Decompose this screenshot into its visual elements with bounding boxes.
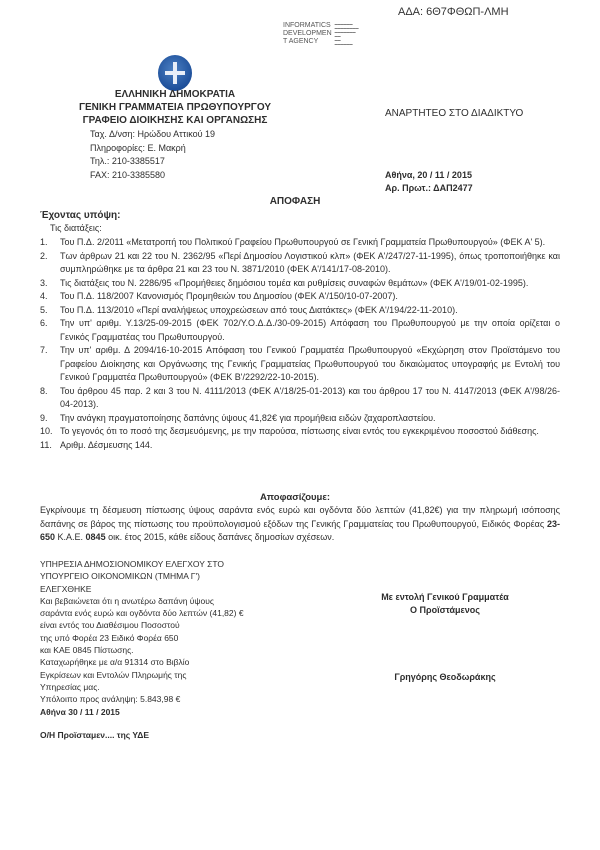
provision-item — [40, 412, 560, 426]
provision-item — [40, 277, 560, 291]
considering-heading: Έχοντας υπόψη: — [40, 210, 121, 221]
item-text: Του Π.Δ. 113/2010 «Περί αναλήψεως υποχρεώσεων από τους Διατάκτες» (ΦΕΚ Α'/194/22-11-2010). — [60, 304, 458, 315]
item-number: 9. — [40, 412, 48, 423]
stamp-line: DEVELOPMEN — [283, 30, 332, 37]
item-number: 7. — [40, 345, 48, 355]
item-text: Του Π.Δ. 118/2007 Κανονισμός Προμηθειών του Δημοσίου (ΦΕΚ Α'/150/10-07-2007). — [60, 291, 398, 301]
audit-line: Υπηρεσίας μας. — [40, 681, 100, 692]
provision-item — [40, 344, 560, 385]
audit-block — [40, 558, 244, 741]
item-text: Την υπ' αριθμ. Υ.13/25-09-2015 (ΦΕΚ 702/Υ.Ο.Δ.Δ./30-09-2015) Απόφαση του Πρωθυπουργού με την οποία ορίζεται ο Γενικός Γραμματέας του Πρωθυπουργού. — [60, 318, 560, 342]
item-number: 1. — [40, 237, 48, 247]
audit-line: και ΚΑΕ 0845 Πίστωσης. — [40, 645, 134, 656]
phone-line: Τηλ.: 210-3385517 — [90, 156, 165, 166]
header-line: ΓΡΑΦΕΙΟ ΔΙΟΙΚΗΣΗΣ ΚΑΙ ΟΡΓΑΝΩΣΗΣ — [82, 115, 268, 126]
audit-line: Και βεβαιώνεται ότι η ανωτέρω δαπάνη ύψους — [40, 595, 214, 606]
document-date: Αθήνα, 20 / 11 / 2015 — [385, 170, 472, 180]
decision-paragraph: Εγκρίνουμε τη δέσμευση πίστωσης ύψους σαράντα ενός ευρώ και ογδόντα δύο λεπτών (41,82€) για την πληρωμή ισόποσης δαπάνης σε βάρος της πίστωσης του προϋπολογισμού εξόδων της Γενικής Γραμματείας του Πρωθυπουργού, Ειδικός Φορέας 23-650 Κ.Α.Ε. 0845 οικ. έτος 2015, κάθε είδους δαπάνες δημοσίων σχέσεων. — [40, 505, 560, 542]
stamp-org — [283, 22, 332, 46]
signatory-name: Γρηγόρης Θεοδωράκης — [394, 672, 496, 682]
digital-signature-stamp — [283, 22, 359, 46]
audit-line: σαράντα ενός ευρώ και ογδόντα δύο λεπτών (41,82) € — [40, 608, 244, 619]
audit-line: Υπόλοιπο προς ανάληψη: 5.843,98 € — [40, 694, 181, 705]
fax-line: FAX: 210-3385580 — [90, 170, 166, 180]
item-number: 2. — [40, 250, 48, 261]
item-text: Του άρθρου 45 παρ. 2 και 3 του Ν. 4111/2013 (ΦΕΚ Α'/18/25-01-2013) και του άρθρου 17 του Ν. 4147/2013 (ΦΕΚ Α'/98/26-04-2013). — [60, 385, 560, 409]
provision-item — [40, 425, 560, 439]
provisions-label: Τις διατάξεις: — [50, 223, 102, 233]
provisions-list — [40, 236, 560, 452]
audit-line: Εγκρίσεων και Εντολών Πληρωμής της — [40, 669, 187, 680]
item-number: 3. — [40, 277, 48, 288]
provision-item — [40, 439, 560, 453]
audit-date: Αθήνα 30 / 11 / 2015 — [40, 706, 120, 717]
provision-item — [40, 250, 560, 277]
audit-line: της υπό Φορέα 23 Ειδικό Φορέα 650 — [40, 632, 179, 643]
provision-item — [40, 317, 560, 344]
provision-item — [40, 385, 560, 412]
item-number: 5. — [40, 304, 48, 315]
signature-order: Με εντολή Γενικού Γραμματέα — [381, 592, 509, 602]
decide-heading: Αποφασίζουμε: — [259, 492, 331, 503]
audit-line: Καταχωρήθηκε με α/α 91314 στο Βιβλίο — [40, 657, 190, 668]
item-text: Αριθμ. Δέσμευσης 144. — [60, 439, 153, 450]
item-text: Το γεγονός ότι το ποσό της δεσμευόμενης, με την παρούσα, πίστωσης είναι εντός του εγκεκριμένου ποσοστού διάθεσης. — [60, 426, 539, 436]
signature-role: Ο Προϊστάμενος — [410, 605, 480, 615]
provision-item — [40, 236, 560, 250]
publish-note: ΑΝΑΡΤΗΤΕΟ ΣΤΟ ΔΙΑΔΙΚΤΥΟ — [385, 108, 524, 119]
audit-head: Ο/Η Προϊσταμεν.... της ΥΔΕ — [40, 729, 150, 740]
header-line: ΓΕΝΙΚΗ ΓΡΑΜΜΑΤΕΙΑ ΠΡΩΘΥΠΟΥΡΓΟΥ — [79, 102, 271, 113]
item-number: 6. — [40, 318, 48, 328]
audit-line: είναι εντός του Διαθέσιμου Ποσοστού — [40, 620, 180, 631]
item-text: Την ανάγκη πραγματοποίησης δαπάνης ύψους 41,82€ για προμήθεια ειδών ζαχαροπλαστείου. — [60, 412, 436, 423]
provision-item — [40, 304, 560, 318]
stamp-line: INFORMATICS — [283, 22, 331, 29]
item-number: 10. — [40, 426, 53, 436]
item-number: 8. — [40, 385, 48, 396]
stamp-details: ▬▬▬▬▬▬ ▬▬▬▬▬▬▬▬ ▬▬▬▬▬▬▬ ▬▬ ▬▬ ▬▬▬▬▬▬ — [334, 22, 359, 46]
greek-coat-of-arms-icon — [158, 55, 192, 91]
item-number: 11. — [40, 439, 52, 450]
item-text: Των άρθρων 21 και 22 του Ν. 2362/95 «Περί Δημοσίου Λογιστικού κλπ» (ΦΕΚ Α'/247/27-11-1995), όπως τροποποιήθηκε και συμπληρώθηκε με τα άρθρα 21 και 23 του Ν. 3871/2010 (ΦΕΚ Α'/141/17-08-2010). — [60, 250, 560, 274]
item-text: Την υπ' αριθμ. Δ 2094/16-10-2015 Απόφαση του Γενικού Γραμματέα Πρωθυπουργού «Εκχώρηση στον Προϊστάμενο του Γραφείου Διοίκησης και Οργάνωσης της Γενικής Γραμματείας Πρωθυπουργού του δικαιώματος υπογραφής με Εντολή του Γενικού Γραμματέα Πρωθυπουργού» (ΦΕΚ Β'/2292/22-10-2015). — [60, 345, 560, 382]
stamp-line: T AGENCY — [283, 38, 319, 45]
item-number: 4. — [40, 291, 48, 301]
item-text: Τις διατάξεις του Ν. 2286/95 «Προμήθειες δημόσιου τομέα και ρυθμίσεις συναφών θεμάτων» (ΦΕΚ Α'/19/01-02-1995). — [60, 277, 529, 288]
contact-line: Πληροφορίες: Ε. Μακρή — [90, 143, 186, 153]
protocol-number: Αρ. Πρωτ.: ΔΑΠ2477 — [385, 183, 473, 193]
audit-line: ΥΠΟΥΡΓΕΙΟ ΟΙΚΟΝΟΜΙΚΩΝ (ΤΜΗΜΑ Γ') — [40, 571, 200, 582]
header-line: ΕΛΛΗΝΙΚΗ ΔΗΜΟΚΡΑΤΙΑ — [114, 89, 236, 100]
document-title: ΑΠΟΦΑΣΗ — [269, 196, 321, 207]
provision-item — [40, 290, 560, 304]
address-line: Ταχ. Δ/νση: Ηρώδου Αττικού 19 — [90, 129, 216, 139]
audit-line: ΥΠΗΡΕΣΙΑ ΔΗΜΟΣΙΟΝΟΜΙΚΟΥ ΕΛΕΓΧΟΥ ΣΤΟ — [40, 559, 225, 569]
item-text: Του Π.Δ. 2/2011 «Μετατροπή του Πολιτικού Γραφείου Πρωθυπουργού σε Γενική Γραμματεία Πρωθυπουργού» (ΦΕΚ Α' 5). — [60, 237, 546, 247]
ada-code: ΑΔΑ: 6Θ7ΦΘΩΠ-ΛΜΗ — [398, 6, 509, 18]
audit-line: ΕΛΕΓΧΘΗΚΕ — [40, 583, 92, 594]
